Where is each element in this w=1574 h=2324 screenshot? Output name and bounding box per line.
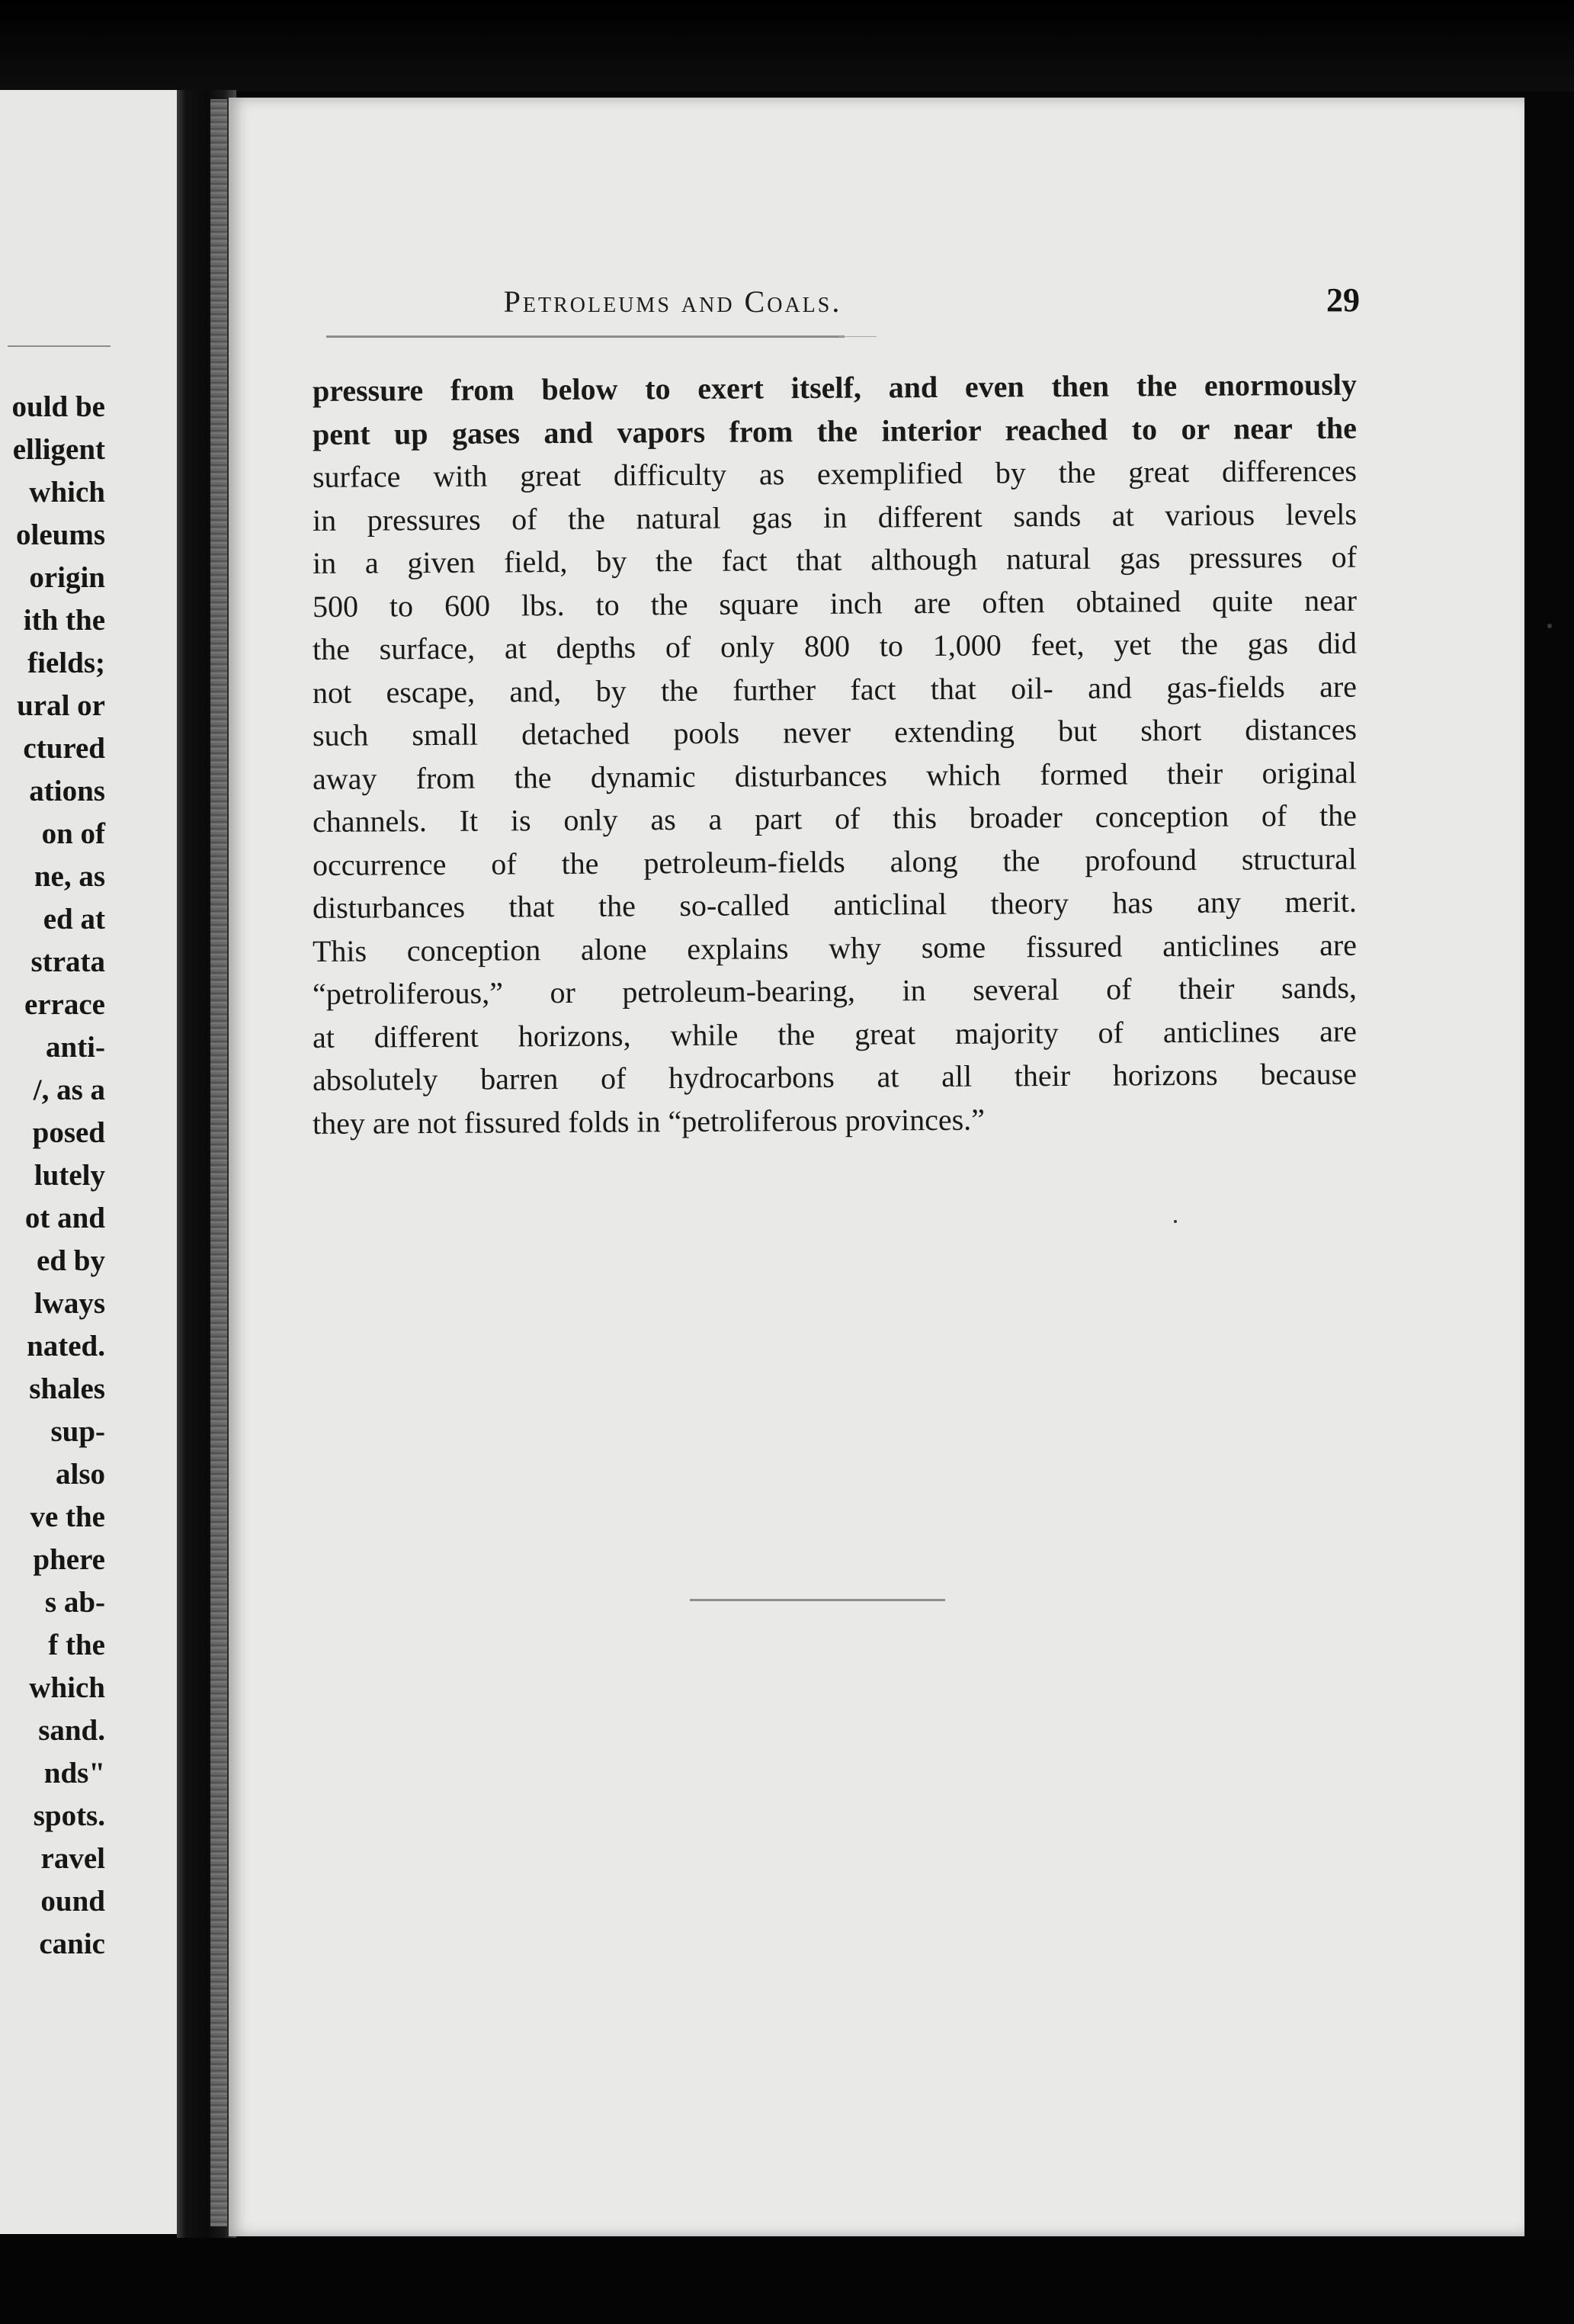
header-rule — [326, 335, 845, 338]
left-page-line: origin — [29, 561, 105, 594]
left-page-line: phere — [33, 1543, 105, 1576]
left-page-line: ations — [29, 775, 105, 807]
body-line: they are not fissured folds in “petroliferous provinces.” — [312, 1102, 986, 1141]
left-page-line: s ab- — [44, 1586, 105, 1619]
body-line: in pressures of the natural gas in different sands at various levels — [312, 496, 1358, 538]
body-line: not escape, and, by the further fact that oil- and gas-fields are — [312, 669, 1358, 710]
left-page-line: also — [55, 1458, 105, 1491]
body-line: the surface, at depths of only 800 to 1,000 feet, yet the gas did — [312, 625, 1358, 666]
left-page-line: /, as a — [33, 1074, 105, 1106]
body-line: away from the dynamic disturbances which formed their original — [312, 755, 1358, 796]
left-page-line: ed at — [43, 903, 105, 936]
scan-speck — [1547, 624, 1552, 628]
left-page-line: errace — [24, 988, 105, 1021]
left-page-line: ravel — [40, 1842, 105, 1875]
body-line: occurrence of the petroleum-fields along the profound structural — [312, 841, 1358, 882]
body-line: in a given field, by the fact that although natural gas pressures of — [312, 539, 1358, 580]
left-page-line: shales — [29, 1372, 105, 1405]
left-page-line: ural or — [17, 689, 105, 722]
scan-border-bottom — [0, 2238, 1574, 2324]
left-page-line: which — [29, 1671, 105, 1704]
body-paragraph — [312, 367, 1358, 1145]
body-line: 500 to 600 lbs. to the square inch are often obtained quite near — [312, 583, 1358, 624]
left-page-line: lutely — [34, 1159, 105, 1192]
left-page-text — [12, 386, 105, 1966]
left-page-line: spots. — [33, 1799, 105, 1832]
left-page-line: sand. — [38, 1714, 105, 1747]
left-page-line: elligent — [12, 433, 105, 466]
left-page-line: posed — [32, 1116, 105, 1149]
left-page-line: ith the — [23, 604, 105, 637]
left-page-line: sup- — [50, 1415, 105, 1448]
left-page-line: strata — [30, 945, 105, 978]
left-page-line: nds" — [43, 1757, 105, 1790]
header-rule-tail — [838, 336, 877, 337]
left-page-line: oleums — [16, 518, 105, 551]
left-page-line: which — [29, 476, 105, 509]
left-page-line: on of — [41, 817, 105, 850]
body-line: pent up gases and vapors from the interior reached to or near the — [312, 410, 1358, 451]
body-line: disturbances that the so-called anticlinal theory has any merit. — [312, 884, 1358, 925]
body-line: pressure from below to exert itself, and even then the enormously — [312, 367, 1358, 408]
left-page-line: ot and — [24, 1202, 105, 1234]
body-line: channels. It is only as a part of this broader conception of the — [312, 798, 1358, 839]
left-page-line: f the — [48, 1629, 105, 1661]
left-page-line: lways — [34, 1287, 105, 1320]
left-page-line: fields; — [27, 647, 105, 679]
page-number: 29 — [1326, 281, 1360, 319]
running-head: Petroleums and Coals. — [503, 284, 842, 319]
left-page-line: ould be — [11, 390, 105, 423]
scan-border-top — [0, 0, 1574, 91]
left-page-fragment — [0, 90, 183, 2234]
left-page-head-rule — [8, 345, 111, 347]
body-line: such small detached pools never extending but short distances — [312, 711, 1358, 753]
left-page-line: ne, as — [34, 860, 105, 893]
page-stack-edge — [210, 99, 227, 2226]
left-page-line: canic — [39, 1928, 105, 1960]
section-end-rule — [690, 1599, 945, 1601]
body-line: This conception alone explains why some fissured anticlines are — [312, 927, 1358, 968]
left-page-line: anti- — [46, 1031, 105, 1064]
scan-speck — [1174, 1220, 1177, 1223]
body-line: surface with great difficulty as exemplified by the great differences — [312, 453, 1358, 494]
body-line: at different horizons, while the great majority of anticlines are — [312, 1013, 1358, 1054]
book-gutter — [177, 90, 236, 2240]
body-line: absolutely barren of hydrocarbons at all their horizons because — [312, 1056, 1358, 1097]
left-page-line: ctured — [23, 732, 105, 765]
left-page-line: ed by — [37, 1244, 105, 1277]
left-page-line: ve the — [30, 1501, 105, 1533]
left-page-line: nated. — [27, 1330, 105, 1363]
body-line: “petroliferous,” or petroleum-bearing, in several of their sands, — [312, 970, 1358, 1011]
left-page-line: ound — [40, 1885, 105, 1918]
